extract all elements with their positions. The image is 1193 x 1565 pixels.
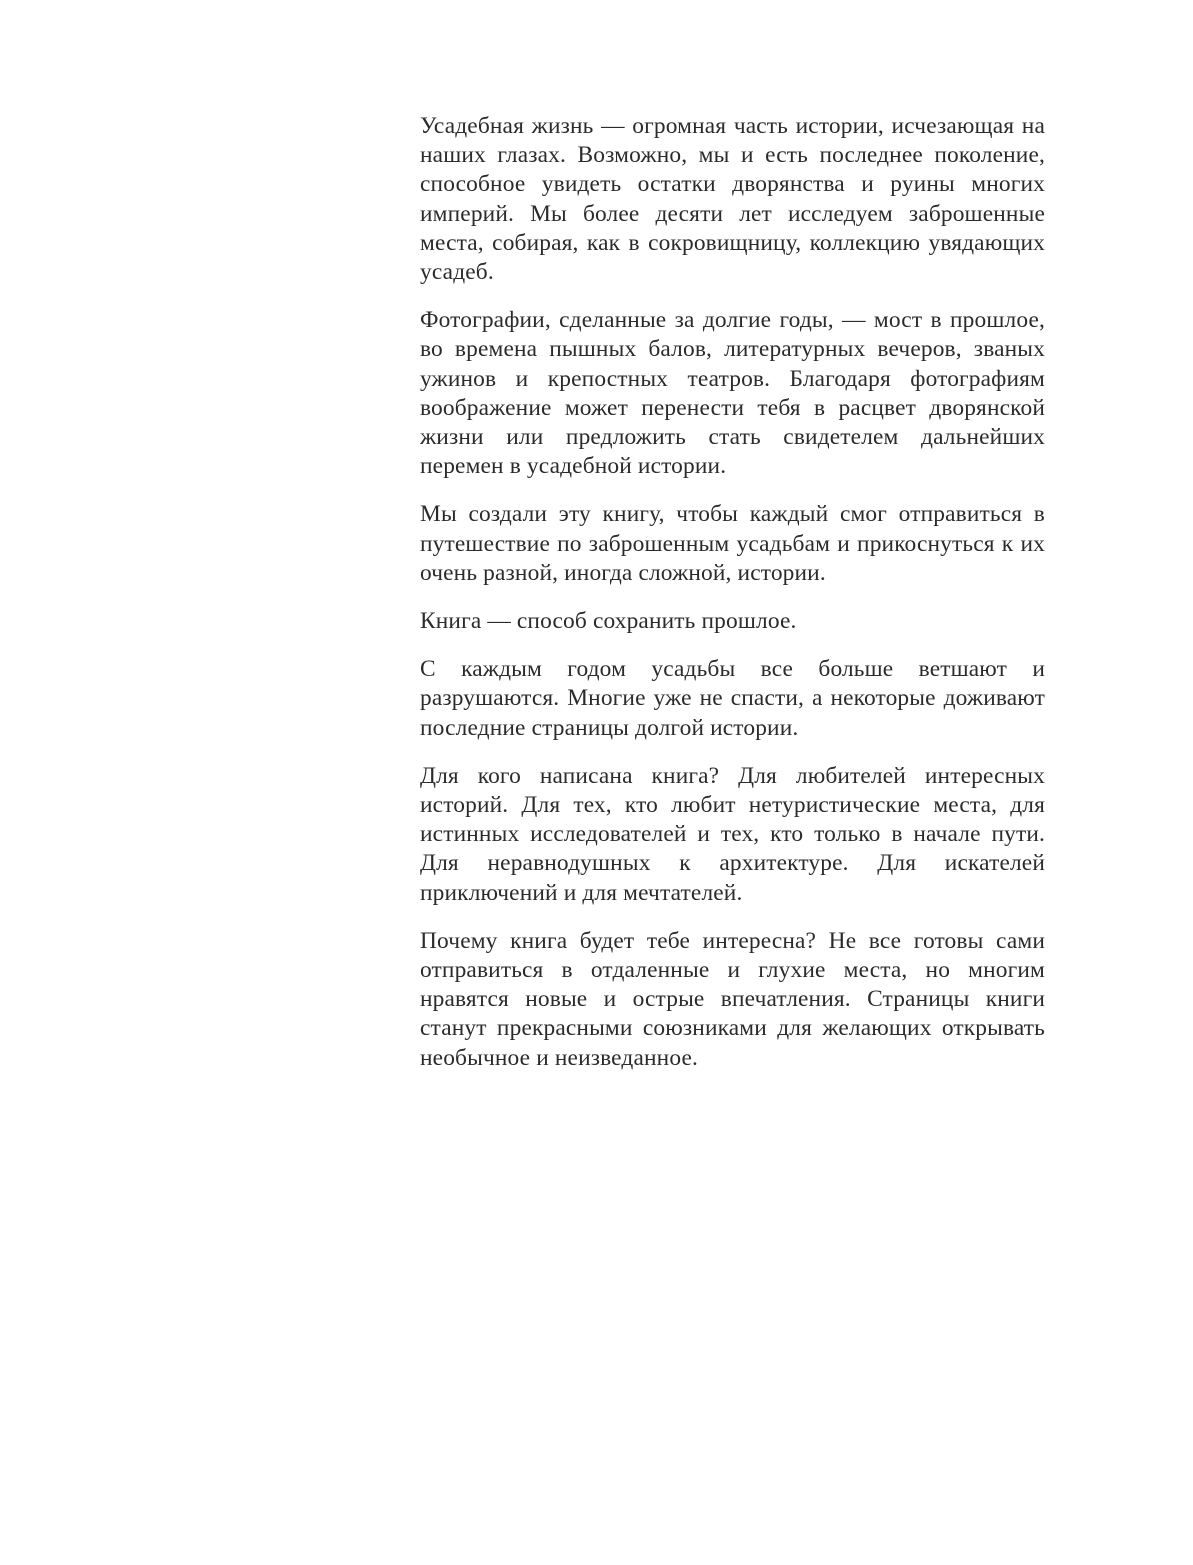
paragraph-why-interesting: Почему книга будет тебе интересна? Не все готовы сами отправиться в отдаленные и глухие места, но многим нравятся новые и острые впечатления. Страницы книги станут прекрасными союзниками для желающих открывать необычное и неизведанное. [420, 927, 1045, 1071]
paragraph-intro: Усадебная жизнь — огромная часть истории, исчезающая на наших глазах. Возможно, мы и есть последнее поколение, способное увидеть остатки дворянства и руины многих империй. Мы более десяти лет исследуем заброшенные места, собирая, как в сокровищницу, коллекцию увядающих усадеб. [420, 113, 1045, 286]
paragraph-preserve: Книга — способ сохранить прошлое. [420, 608, 797, 635]
paragraph-photographs: Фотографии, сделанные за долгие годы, — мост в прошлое, во времена пышных балов, литературных вечеров, званых ужинов и крепостных театров. Благодаря фотографиям воображение может перенести тебя в расцвет дворянской жизни или предложить стать свидетелем дальнейших перемен в усадебной истории. [420, 307, 1045, 480]
paragraph-purpose: Мы создали эту книгу, чтобы каждый смог отправиться в путешествие по заброшенным усадьбам и прикоснуться к их очень разной, иногда сложной, истории. [420, 501, 1045, 586]
paragraph-decay: С каждым годом усадьбы все больше ветшают и разрушаются. Многие уже не спасти, а некоторые доживают последние страницы долгой истории. [420, 656, 1045, 741]
text-column [420, 112, 1045, 1092]
paragraph-audience: Для кого написана книга? Для любителей интересных историй. Для тех, кто любит нетуристические места, для истинных исследователей и тех, кто только в начале пути. Для неравнодушных к архитектуре. Для искателей приключений и для мечтателей. [420, 762, 1045, 906]
